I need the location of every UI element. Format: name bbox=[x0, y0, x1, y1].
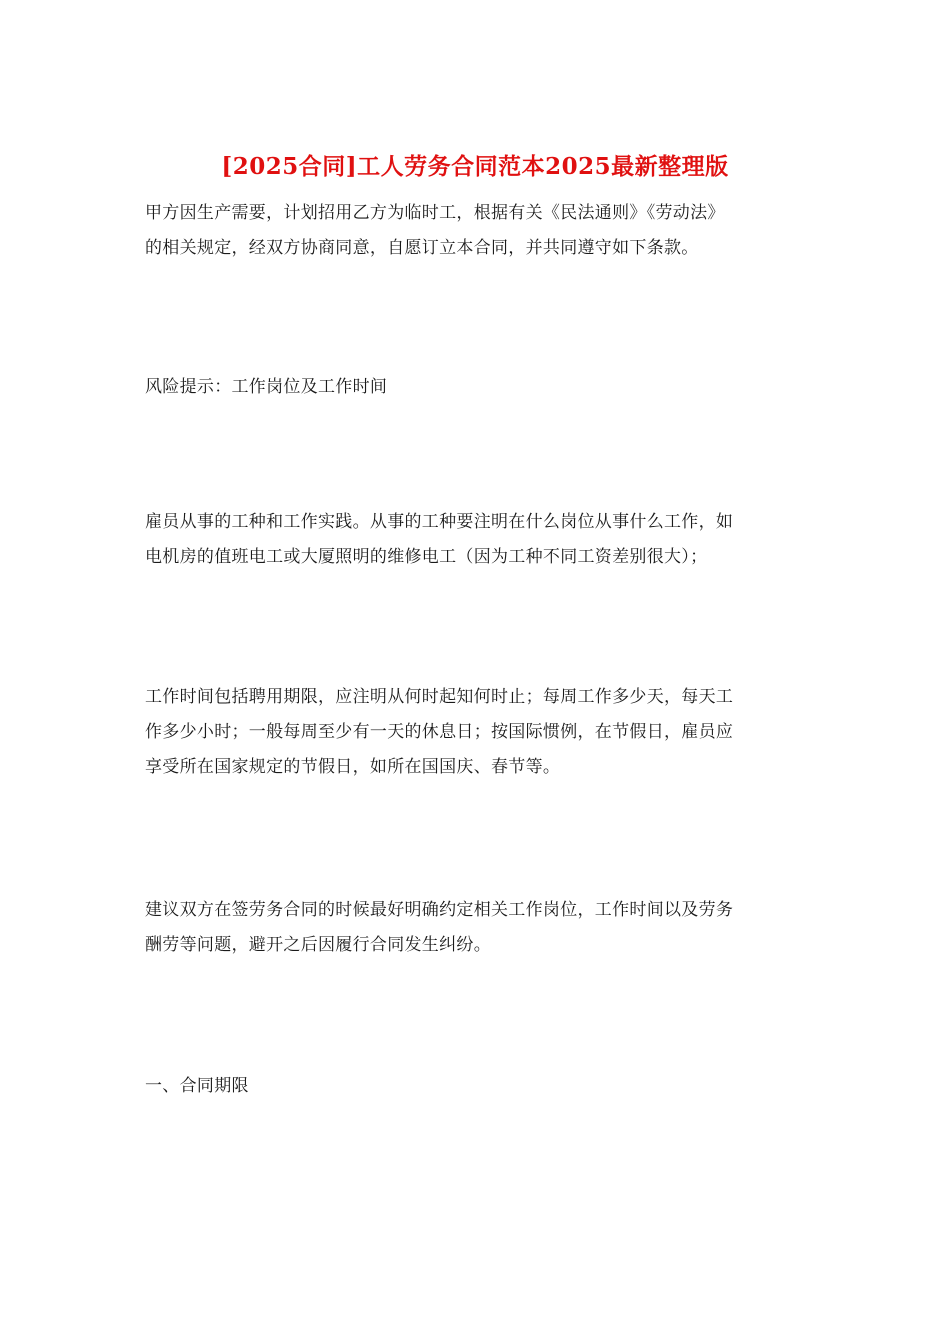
employee-work-paragraph bbox=[145, 505, 810, 575]
advice-line: 建议双方在签劳务合同的时候最好明确约定相关工作岗位，工作时间以及劳务 bbox=[145, 900, 734, 920]
section-heading-text: 一、合同期限 bbox=[145, 1076, 249, 1096]
advice-line: 酬劳等问题，避开之后因履行合同发生纠纷。 bbox=[145, 935, 491, 955]
risk-tip-heading bbox=[145, 370, 810, 405]
advice-paragraph bbox=[145, 893, 810, 963]
intro-line: 甲方因生产需要，计划招用乙方为临时工，根据有关《民法通则》《劳动法》 bbox=[145, 203, 725, 223]
intro-line: 的相关规定，经双方协商同意，自愿订立本合同，并共同遵守如下条款。 bbox=[145, 238, 699, 258]
intro-paragraph bbox=[145, 196, 810, 266]
work-time-paragraph bbox=[145, 680, 810, 785]
employee-work-line: 雇员从事的工种和工作实践。从事的工种要注明在什么岗位从事什么工作，如 bbox=[145, 512, 734, 532]
work-time-line: 享受所在国家规定的节假日，如所在国国庆、春节等。 bbox=[145, 757, 561, 777]
work-time-line: 作多少小时；一般每周至少有一天的休息日；按国际惯例，在节假日，雇员应 bbox=[145, 722, 734, 742]
employee-work-line: 电机房的值班电工或大厦照明的维修电工（因为工种不同工资差别很大）； bbox=[145, 547, 708, 567]
section-heading-contract-term bbox=[145, 1069, 810, 1104]
document-title: [2025合同]工人劳务合同范本2025最新整理版 bbox=[221, 153, 729, 180]
risk-tip-text: 风险提示：工作岗位及工作时间 bbox=[145, 377, 388, 397]
work-time-line: 工作时间包括聘用期限，应注明从何时起知何时止；每周工作多少天，每天工 bbox=[145, 687, 734, 707]
